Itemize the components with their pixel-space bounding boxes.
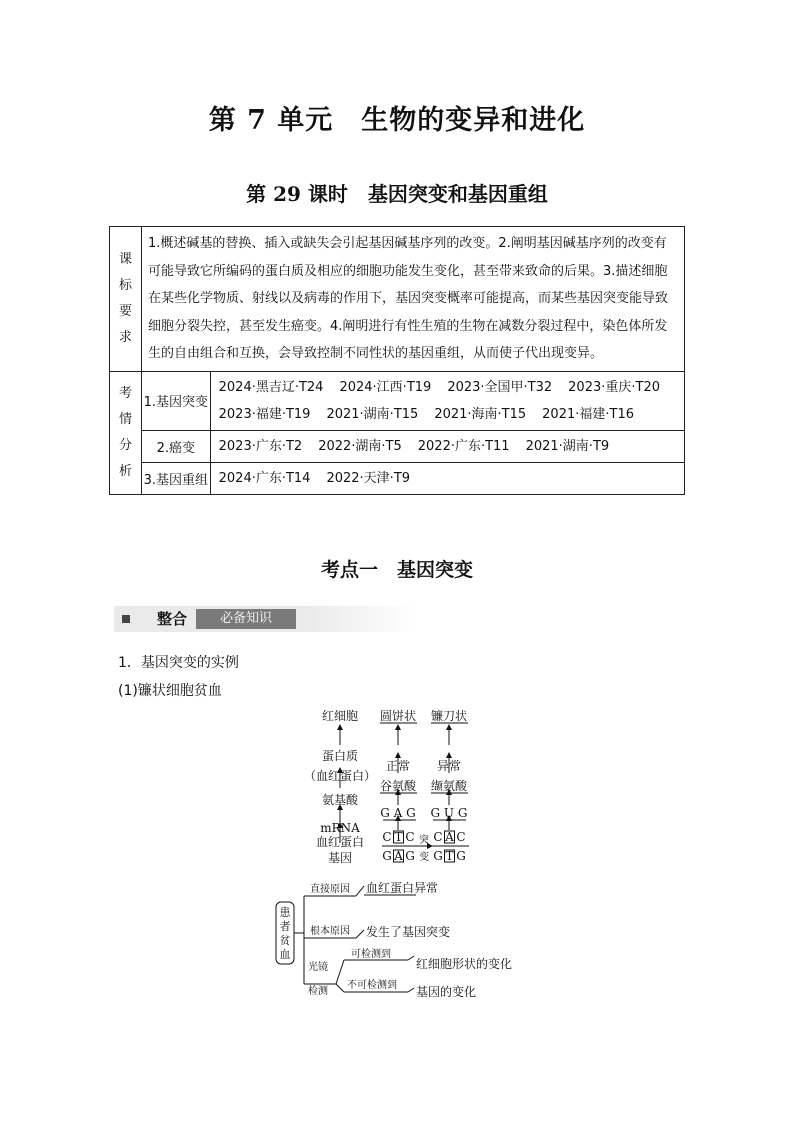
dna-base: C (382, 830, 392, 844)
dna-base: T (445, 849, 454, 863)
standard-text: 1.概述碱基的替换、插入或缺失会引起基因碱基序列的改变。2.阐明基因碱基序列的改变有可能导致它所编码的蛋白质及相应的细胞功能发生变化，甚至带来致命的后果。3.描述细胞在某些化学物质、射线以及病毒的作用下，基因突变概率可能提高，而某些基因突变能导致细胞分裂失控，甚至发生癌变。4.阐明进行有性生殖的生物在减数分裂过程中，染色体所发生的自由组合和互换，会导致控制不同性状的基因重组，从而使子代出现变异。 (142, 227, 685, 372)
unit-title: 第 7 单元 生物的变异和进化 (208, 105, 586, 136)
root-cause: 发生了基因突变 (366, 925, 451, 939)
analysis-label: 考 情 分 析 (110, 371, 142, 494)
hemoglobin-label: （血红蛋白） (303, 769, 377, 783)
mutation-label-1: 突 (419, 835, 429, 846)
square-bullet-icon (122, 615, 130, 623)
detectable-label: 可检测到 (351, 949, 391, 960)
exam-items-cancer: 2023·广东·T2 2022·湖南·T5 2022·广东·T11 2021·湖南·T9 (210, 430, 684, 462)
protein-label: 蛋白质 (321, 749, 359, 763)
standard-label: 课 标 要 求 (110, 227, 142, 372)
root-cause-label: 根本原因 (310, 926, 350, 937)
analysis-row (110, 371, 685, 430)
dna-base: G (456, 849, 466, 863)
direct-cause-label: 直接原因 (310, 884, 350, 895)
dna-base: G (382, 849, 392, 863)
microscope-label-1: 光镜 (308, 962, 328, 973)
category-cancer: 2.癌变 (142, 430, 211, 462)
mutation-label-2: 变 (419, 852, 429, 863)
detectable-result: 红细胞形状的变化 (416, 957, 513, 971)
dna-base: T (394, 830, 403, 844)
microscope-label-2: 检测 (308, 986, 328, 997)
abnormal-codon: G U G (430, 806, 468, 820)
lesson-title: 第 29 课时 基因突变和基因重组 (246, 182, 548, 206)
normal-amino-acid: 谷氨酸 (379, 779, 417, 793)
banner-essential-knowledge: 必备知识 (196, 609, 296, 629)
curriculum-table (109, 226, 685, 495)
dna-base: G (405, 849, 415, 863)
standard-row (110, 227, 685, 372)
normal-codon: G A G (380, 806, 416, 820)
patient-char: 血 (279, 948, 291, 961)
category-recombination: 3.基因重组 (142, 462, 211, 494)
patient-char: 贫 (279, 934, 291, 947)
analysis-row (110, 462, 685, 494)
patient-char: 患 (279, 906, 291, 919)
dna-base: A (445, 830, 454, 844)
abnormal-label: 异常 (436, 759, 462, 773)
heading-gene-mutation-examples: 1．基因突变的实例 (118, 655, 239, 671)
undetectable-result: 基因的变化 (416, 985, 477, 999)
dna-base: A (394, 849, 403, 863)
sickle-cell-diagram (260, 700, 560, 1000)
red-cell-label: 红细胞 (321, 709, 359, 723)
hb-gene-label-2: 基因 (327, 851, 353, 865)
direct-cause: 血红蛋白异常 (366, 881, 439, 895)
normal-label: 正常 (385, 759, 411, 773)
exam-items-recombination: 2024·广东·T14 2022·天津·T9 (210, 462, 684, 494)
banner-integrate: 整合 (156, 610, 187, 628)
dna-base: C (433, 830, 443, 844)
hb-gene-label-1: 血红蛋白 (315, 835, 365, 849)
mrna-label: mRNA (320, 821, 360, 835)
undetectable-label: 不可检测到 (347, 980, 397, 991)
patient-char: 者 (279, 920, 291, 933)
abnormal-amino-acid: 缬氨酸 (430, 779, 468, 793)
normal-shape: 圆饼状 (379, 709, 417, 723)
sickle-shape: 镰刀状 (430, 709, 468, 723)
dna-base: G (433, 849, 443, 863)
section-banner (114, 606, 434, 632)
category-gene-mutation: 1.基因突变 (142, 371, 211, 430)
analysis-row (110, 430, 685, 462)
point-title: 考点一 基因突变 (320, 559, 473, 581)
amino-acid-label: 氨基酸 (321, 793, 359, 807)
heading-sickle-cell: (1)镰状细胞贫血 (118, 683, 222, 699)
dna-base: C (405, 830, 415, 844)
exam-items-gene-mutation: 2024·黑吉辽·T24 2024·江西·T19 2023·全国甲·T32 2023·重庆·T20 2023·福建·T19 2021·湖南·T15 2021·海南·T15 2021·福建·T16 (210, 371, 684, 430)
dna-base: C (456, 830, 466, 844)
